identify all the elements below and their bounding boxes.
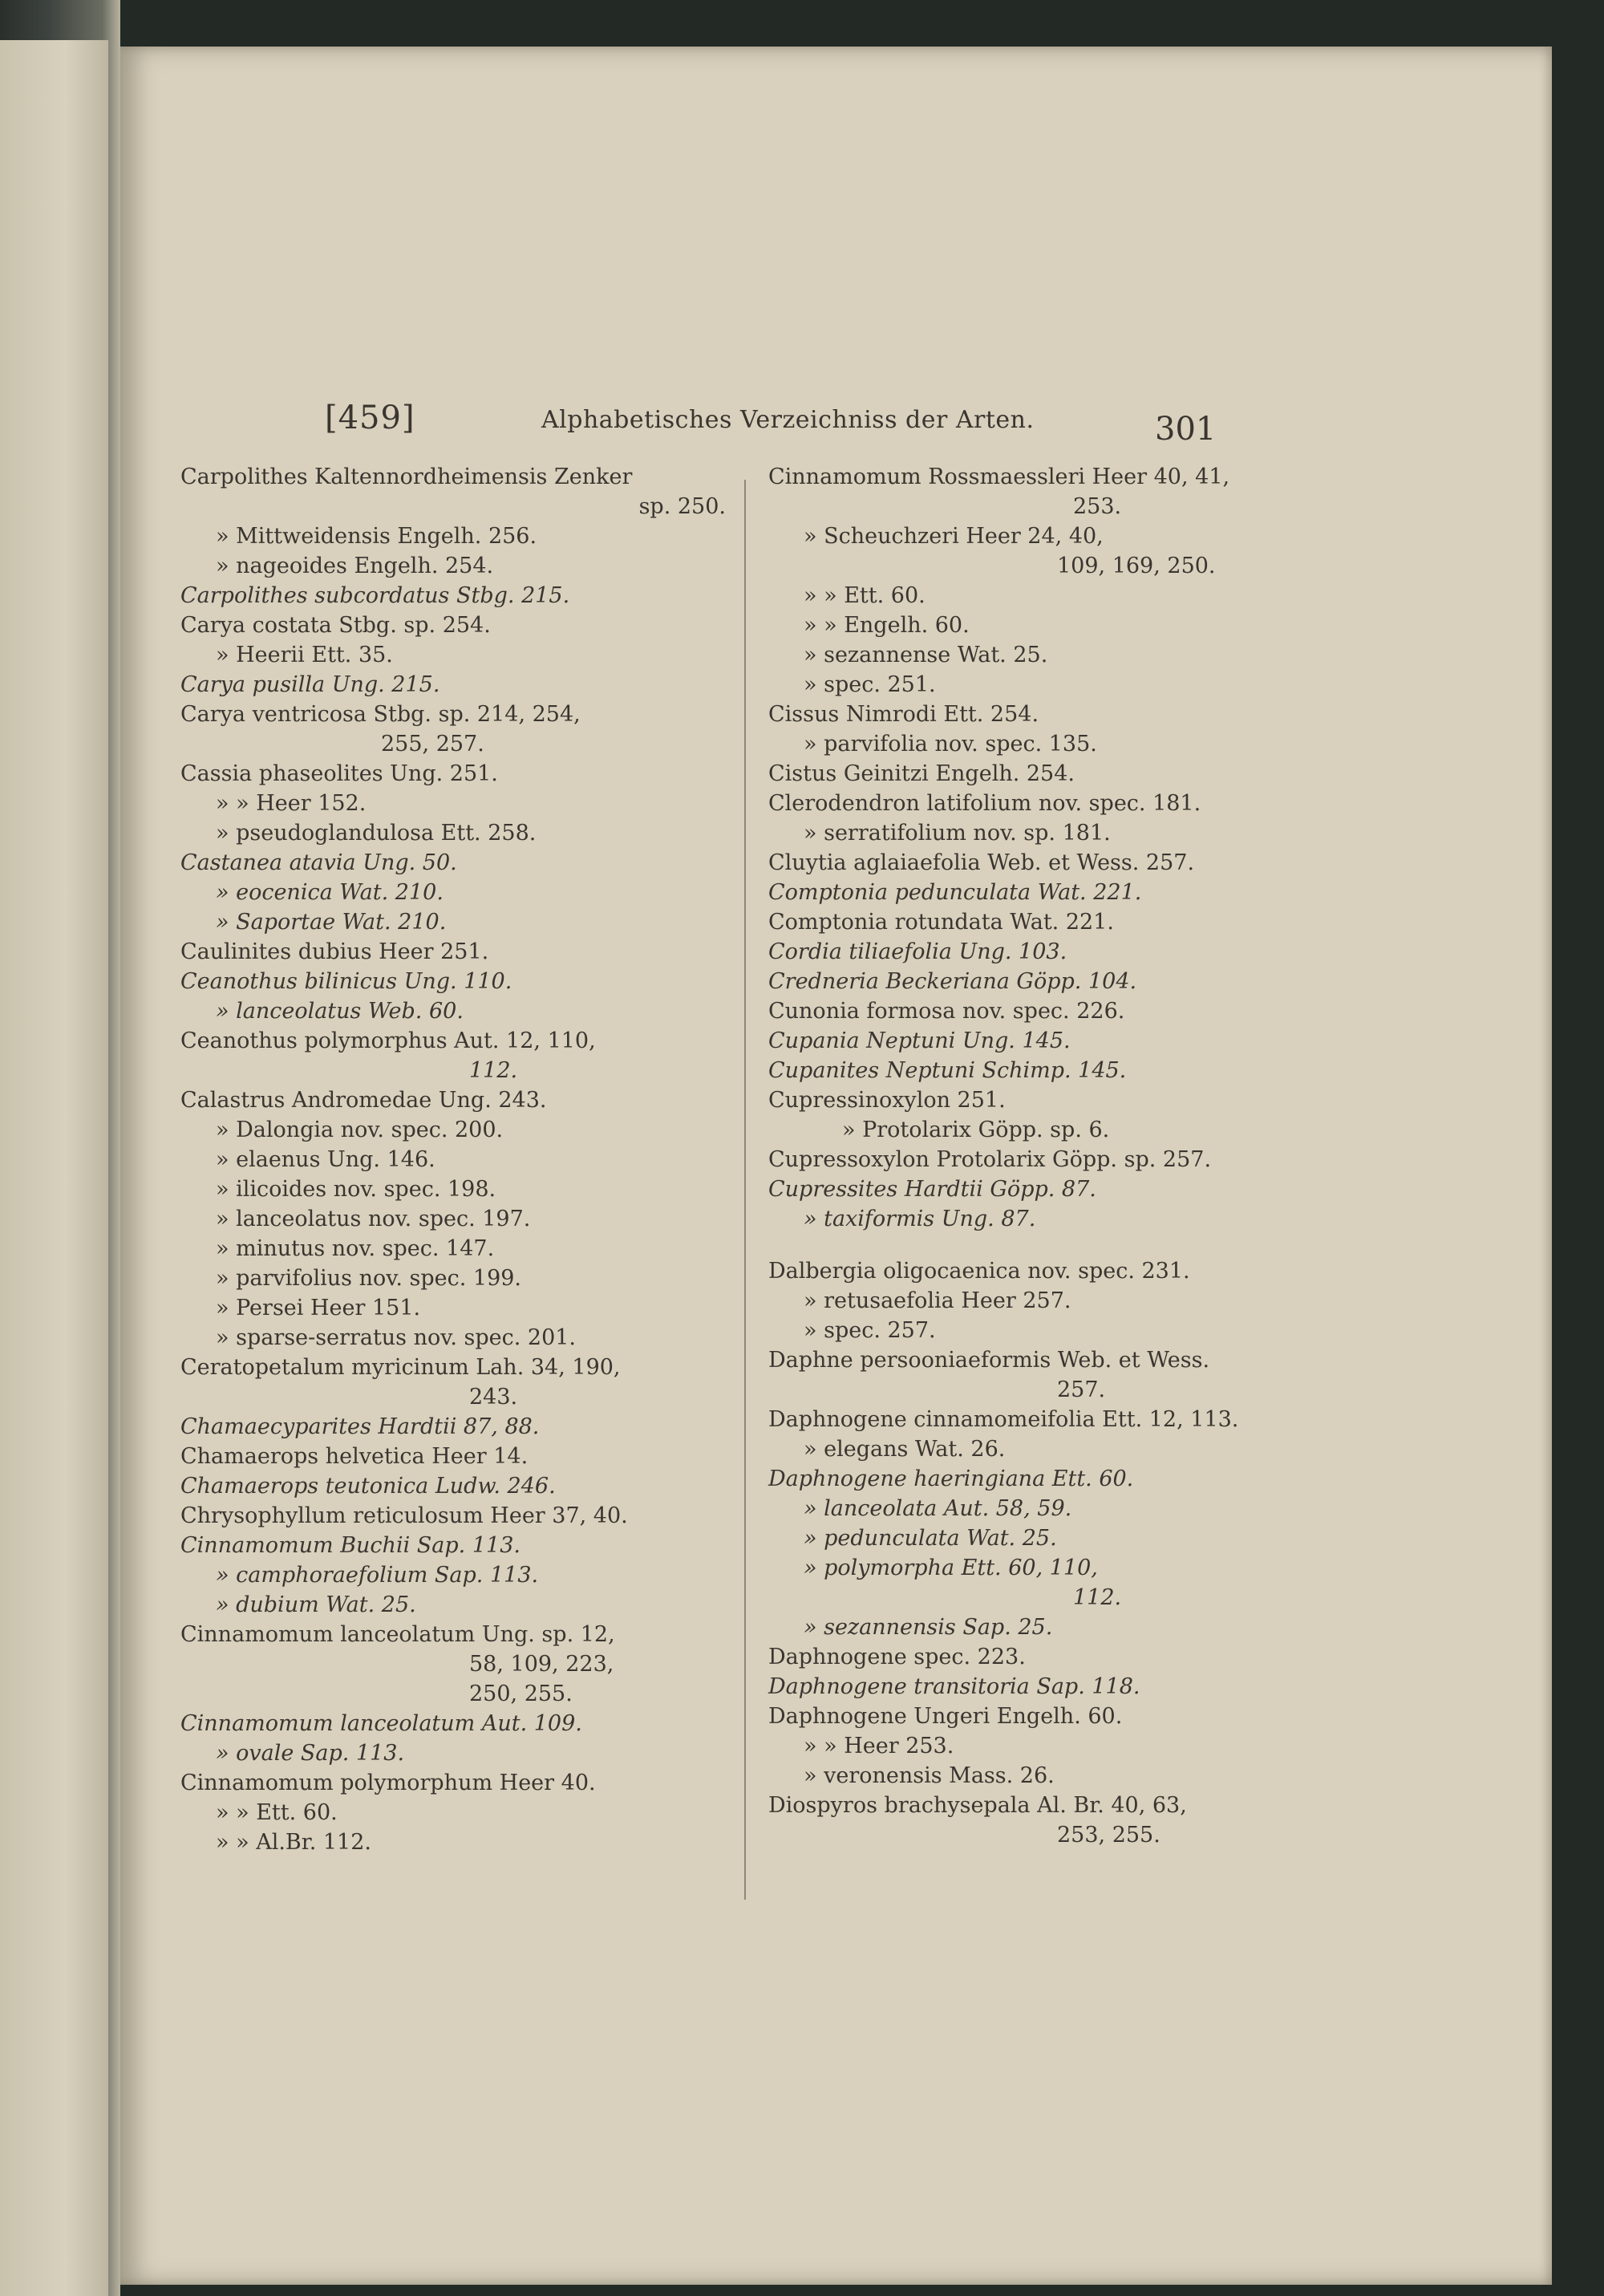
index-entry: » pedunculata Wat. 25. — [804, 1526, 1057, 1551]
index-entry: Credneria Beckeriana Göpp. 104. — [768, 969, 1137, 994]
index-entry: Cissus Nimrodi Ett. 254. — [768, 702, 1039, 727]
index-entry: Cupressoxylon Protolarix Göpp. sp. 257. — [768, 1147, 1212, 1172]
index-entry: Carya pusilla Ung. 215. — [180, 672, 440, 697]
page-title: Alphabetisches Verzeichniss der Arten. — [541, 406, 1035, 434]
index-entry: » » Heer 253. — [804, 1734, 954, 1759]
index-entry: Daphnogene Ungeri Engelh. 60. — [768, 1704, 1123, 1729]
index-entry: » Saportae Wat. 210. — [216, 910, 447, 935]
page-number: 301 — [1155, 411, 1217, 448]
index-entry: » parvifolia nov. spec. 135. — [804, 732, 1097, 757]
index-entry: Chamaecyparites Hardtii 87, 88. — [180, 1414, 540, 1439]
index-entry: Daphnogene cinnamomeifolia Ett. 12, 113. — [768, 1407, 1239, 1432]
index-entry: » dubium Wat. 25. — [216, 1592, 416, 1617]
index-column-right — [768, 462, 1346, 1850]
index-entry: » Dalongia nov. spec. 200. — [216, 1118, 504, 1142]
index-entry: Chamaerops teutonica Ludw. 246. — [180, 1474, 556, 1499]
index-entry: » lanceolata Aut. 58, 59. — [804, 1496, 1072, 1521]
index-entry: Cordia tiliaefolia Ung. 103. — [768, 939, 1067, 964]
index-entry: » » Ett. 60. — [804, 583, 926, 608]
index-entry: Carya costata Stbg. sp. 254. — [180, 613, 491, 638]
index-entry: Cupanites Neptuni Schimp. 145. — [768, 1058, 1127, 1083]
index-entry: Cupressites Hardtii Göpp. 87. — [768, 1177, 1096, 1202]
index-entry: Cupania Neptuni Ung. 145. — [768, 1028, 1071, 1053]
index-entry: » Heerii Ett. 35. — [216, 643, 393, 667]
index-entry: Diospyros brachysepala Al. Br. 40, 63, — [768, 1793, 1187, 1818]
index-entry-continuation: 112. — [1073, 1585, 1122, 1610]
index-entry: » eocenica Wat. 210. — [216, 880, 444, 905]
index-entry: » sezannense Wat. 25. — [804, 643, 1048, 667]
index-entry: Comptonia pedunculata Wat. 221. — [768, 880, 1142, 905]
index-entry: » Protolarix Göpp. sp. 6. — [842, 1118, 1110, 1142]
index-entry: Ceanothus bilinicus Ung. 110. — [180, 969, 512, 994]
index-entry: Calastrus Andromedae Ung. 243. — [180, 1088, 547, 1113]
index-entry: Daphnogene haeringiana Ett. 60. — [768, 1466, 1134, 1491]
index-entry: » spec. 251. — [804, 672, 936, 697]
index-entry: » spec. 257. — [804, 1318, 936, 1343]
index-entry: Castanea atavia Ung. 50. — [180, 850, 457, 875]
index-entry: Daphnogene spec. 223. — [768, 1645, 1026, 1669]
index-entry: » lanceolatus Web. 60. — [216, 999, 464, 1024]
index-column-left — [180, 462, 726, 1857]
index-entry-continuation: 253, 255. — [1057, 1823, 1160, 1848]
index-entry: » ilicoides nov. spec. 198. — [216, 1177, 496, 1202]
index-entry: » serratifolium nov. sp. 181. — [804, 821, 1111, 846]
index-entry: Caulinites dubius Heer 251. — [180, 939, 489, 964]
index-entry: » polymorpha Ett. 60, 110, — [804, 1556, 1098, 1580]
index-entry: Carpolithes Kaltennordheimensis Zenker — [180, 464, 633, 489]
index-entry: » pseudoglandulosa Ett. 258. — [216, 821, 537, 846]
index-entry: » Scheuchzeri Heer 24, 40, — [804, 524, 1104, 549]
index-entry-continuation: 253. — [1073, 494, 1122, 519]
index-entry: Cinnamomum lanceolatum Aut. 109. — [180, 1711, 582, 1736]
index-entry: Clerodendron latifolium nov. spec. 181. — [768, 791, 1201, 816]
index-entry: » parvifolius nov. spec. 199. — [216, 1266, 522, 1291]
index-entry: Comptonia rotundata Wat. 221. — [768, 910, 1114, 935]
index-entry: » taxiformis Ung. 87. — [804, 1207, 1036, 1231]
index-entry: » retusaefolia Heer 257. — [804, 1288, 1071, 1313]
index-entry: Cinnamomum polymorphum Heer 40. — [180, 1771, 596, 1795]
index-entry: » » Heer 152. — [216, 791, 367, 816]
index-entry: » elaenus Ung. 146. — [216, 1147, 435, 1172]
index-entry-continuation: 109, 169, 250. — [1057, 554, 1216, 578]
index-entry: » minutus nov. spec. 147. — [216, 1236, 495, 1261]
index-entry: Chamaerops helvetica Heer 14. — [180, 1444, 529, 1469]
index-entry: » Persei Heer 151. — [216, 1296, 421, 1320]
previous-page-edge — [0, 40, 110, 2296]
index-entry: Ceanothus polymorphus Aut. 12, 110, — [180, 1028, 596, 1053]
index-entry-continuation: 250, 255. — [469, 1681, 573, 1706]
index-entry-continuation: 112. — [469, 1058, 518, 1083]
page-header — [120, 400, 1552, 448]
index-entry: » elegans Wat. 26. — [804, 1437, 1006, 1462]
book-page — [120, 47, 1552, 2285]
index-entry-continuation: 243. — [469, 1385, 518, 1410]
index-entry: » veronensis Mass. 26. — [804, 1763, 1055, 1788]
index-entry: » camphoraefolium Sap. 113. — [216, 1563, 539, 1588]
section-gap — [768, 1234, 1346, 1256]
index-entry: Carya ventricosa Stbg. sp. 214, 254, — [180, 702, 581, 727]
index-entry-continuation: sp. 250. — [638, 494, 726, 519]
index-entry: » sparse-serratus nov. spec. 201. — [216, 1325, 577, 1350]
index-entry: Cinnamomum lanceolatum Ung. sp. 12, — [180, 1622, 615, 1647]
index-entry: Cupressinoxylon 251. — [768, 1088, 1006, 1113]
index-entry: Cunonia formosa nov. spec. 226. — [768, 999, 1125, 1024]
index-entry: Cistus Geinitzi Engelh. 254. — [768, 761, 1075, 786]
index-entry: » nageoides Engelh. 254. — [216, 554, 494, 578]
index-entry: Chrysophyllum reticulosum Heer 37, 40. — [180, 1503, 628, 1528]
bracket-page-number: [459] — [325, 400, 415, 436]
index-entry: Cluytia aglaiaefolia Web. et Wess. 257. — [768, 850, 1195, 875]
index-entry: » » Engelh. 60. — [804, 613, 970, 638]
index-entry: Cinnamomum Rossmaessleri Heer 40, 41, — [768, 464, 1230, 489]
index-entry: » sezannensis Sap. 25. — [804, 1615, 1053, 1640]
index-entry: Dalbergia oligocaenica nov. spec. 231. — [768, 1259, 1190, 1284]
column-divider — [744, 480, 746, 1900]
index-entry: Cinnamomum Buchii Sap. 113. — [180, 1533, 520, 1558]
index-entry: Daphne persooniaeformis Web. et Wess. — [768, 1348, 1210, 1373]
index-entry: » ovale Sap. 113. — [216, 1741, 405, 1766]
index-entry: » lanceolatus nov. spec. 197. — [216, 1207, 531, 1231]
index-entry: » » Ett. 60. — [216, 1800, 338, 1825]
index-entry: » Mittweidensis Engelh. 256. — [216, 524, 537, 549]
index-entry: Ceratopetalum myricinum Lah. 34, 190, — [180, 1355, 621, 1380]
index-entry-continuation: 255, 257. — [381, 732, 484, 757]
index-entry: Cassia phaseolites Ung. 251. — [180, 761, 498, 786]
index-entry: Daphnogene transitoria Sap. 118. — [768, 1674, 1140, 1699]
index-entry-continuation: 257. — [1057, 1377, 1106, 1402]
index-entry: Carpolithes subcordatus Stbg. 215. — [180, 583, 570, 608]
index-entry: » » Al.Br. 112. — [216, 1830, 371, 1855]
index-entry-continuation: 58, 109, 223, — [469, 1652, 614, 1677]
